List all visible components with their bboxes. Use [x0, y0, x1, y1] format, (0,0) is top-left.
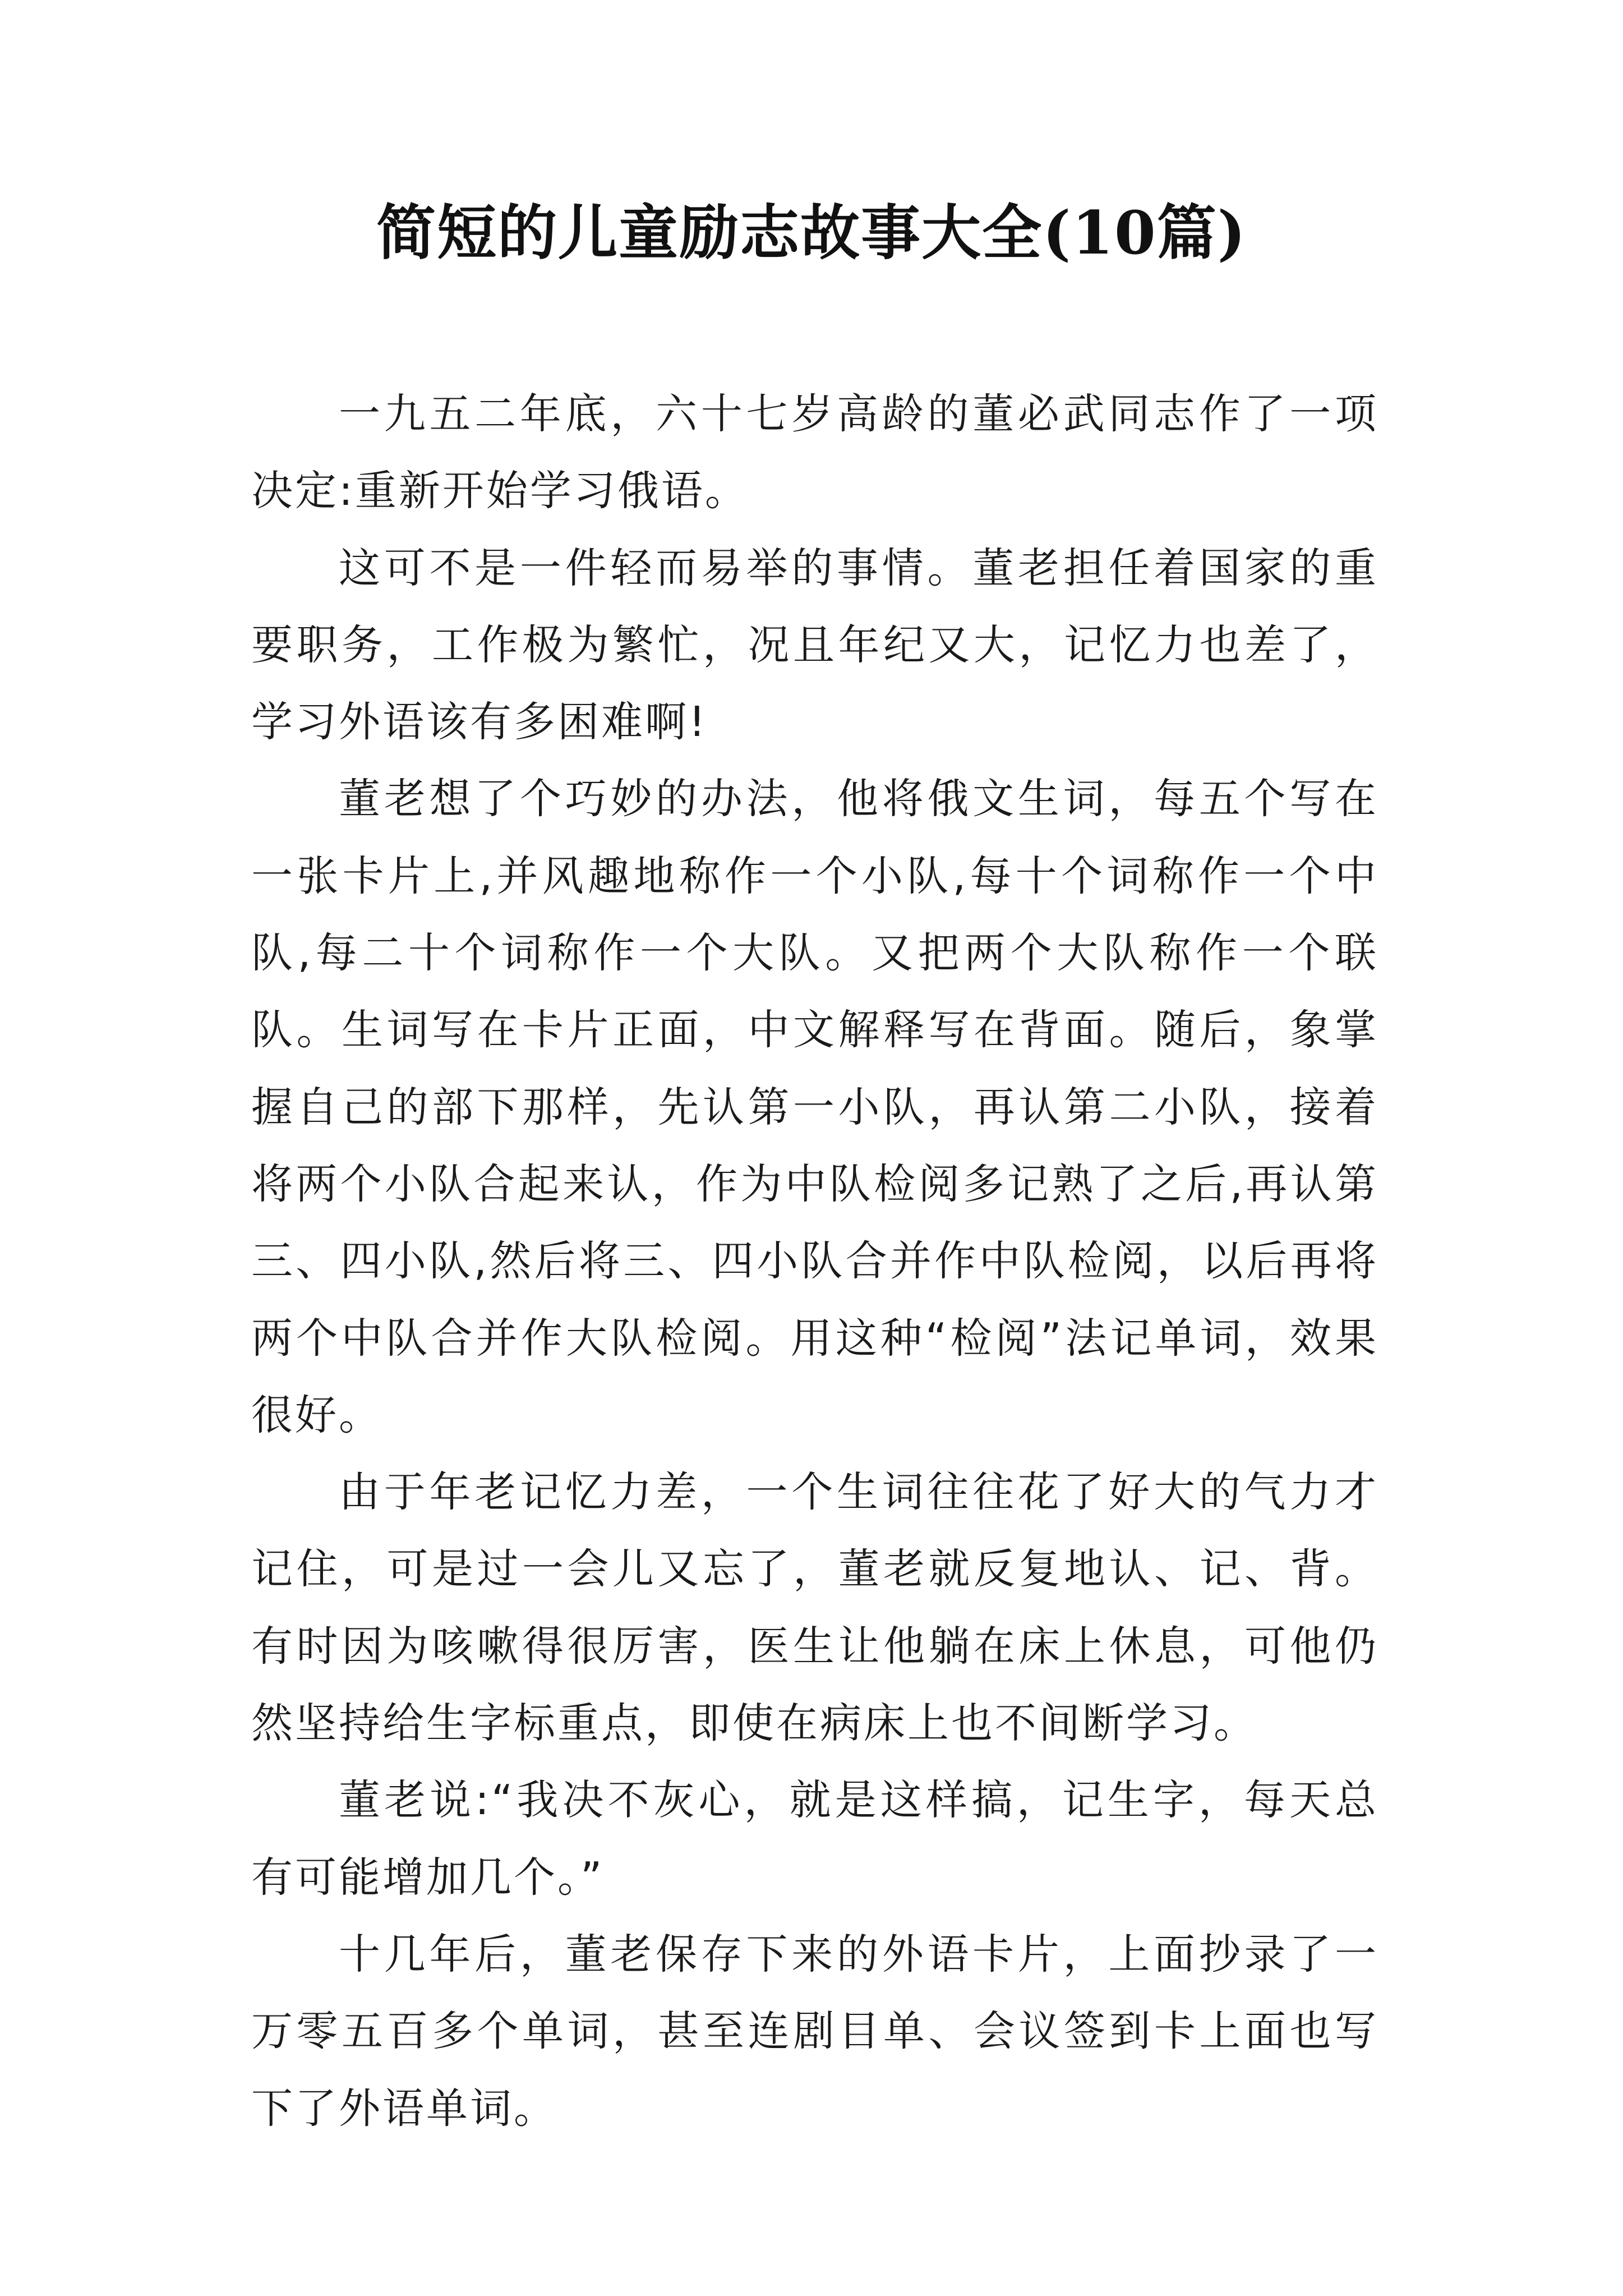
paragraph: 由于年老记忆力差，一个生词往往花了好大的气力才记住，可是过一会儿又忘了，董老就反复地认、记、背。有时因为咳嗽得很厉害，医生让他躺在床上休息，可他仍然坚持给生字标重点，即使在病床上也不间断学习。: [251, 1468, 1378, 1748]
paragraph: 董老想了个巧妙的办法，他将俄文生词，每五个写在一张卡片上,并风趣地称作一个小队,每十个词称作一个中队,每二十个词称作一个大队。又把两个大队称作一个联队。生词写在卡片正面，中文解释写在背面。随后，象掌握自己的部下那样，先认第一小队，再认第二小队，接着将两个小队合起来认，作为中队检阅多记熟了之后,再认第三、四小队,然后将三、四小队合并作中队检阅，以后再将两个中队合并作大队检阅。用这种“检阅”法记单词，效果很好。: [251, 775, 1378, 1439]
document-body: [251, 376, 1378, 2147]
paragraph: 董老说:“我决不灰心，就是这样搞，记生字，每天总有可能增加几个。”: [251, 1776, 1378, 1902]
paragraph: 一九五二年底，六十七岁高龄的董必武同志作了一项决定:重新开始学习俄语。: [251, 390, 1378, 516]
paragraph: 十几年后，董老保存下来的外语卡片，上面抄录了一万零五百多个单词，甚至连剧目单、会议签到卡上面也写下了外语单词。: [251, 1930, 1378, 2133]
document-title: 简短的儿童励志故事大全(10篇): [376, 197, 1247, 268]
paragraph: 这可不是一件轻而易举的事情。董老担任着国家的重要职务，工作极为繁忙，况且年纪又大，记忆力也差了，学习外语该有多困难啊!: [251, 544, 1378, 747]
